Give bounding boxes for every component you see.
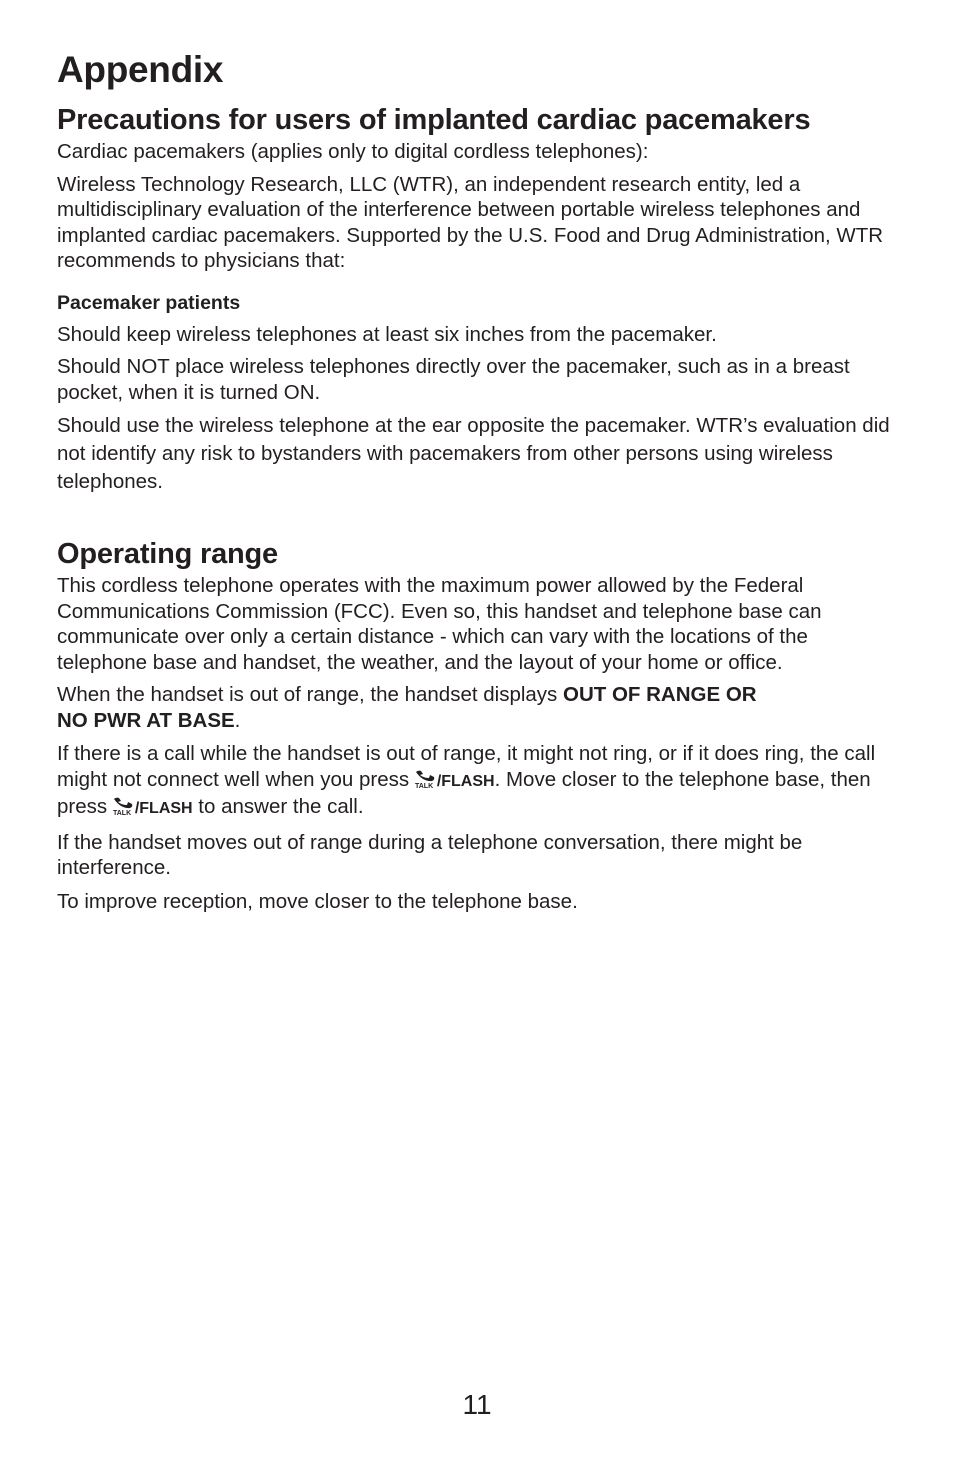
pacemaker-item-1: Should keep wireless telephones at least six inches from the pacemaker.	[57, 322, 717, 346]
range-p3-text-a: If there is a call while the handset is out of range, it might not ring, or if it does ring, the call might not connect well when you press	[57, 742, 876, 791]
range-p2-end: .	[234, 708, 241, 732]
flash-key-label: /FLASH	[436, 772, 495, 790]
range-p3-text-c: to answer the call.	[192, 795, 364, 818]
page-number: 11	[462, 1389, 492, 1420]
phone-handset-icon	[415, 769, 437, 789]
range-p3-text-b: . Move closer to the telephone base, then press	[57, 767, 871, 818]
pacemaker-patients-heading: Pacemaker patients	[57, 291, 241, 314]
pacemaker-heading: Precautions for users of implanted cardiac pacemakers	[57, 104, 811, 136]
phone-handset-icon	[113, 796, 135, 816]
pacemaker-item-2: Should NOT place wireless telephones directly over the pacemaker, such as in a breast pocket, when it is turned ON.	[57, 355, 850, 404]
talk-key-label: TALK	[414, 782, 433, 789]
display-message-1: OUT OF RANGE OR	[563, 683, 757, 706]
pacemaker-item-3: Should use the wireless telephone at the ear opposite the pacemaker. WTR’s evaluation did not identify any risk to bystanders with pacemakers from other persons using wireless telephones.	[57, 414, 890, 493]
range-paragraph-3	[57, 741, 902, 822]
page-title: Appendix	[57, 49, 224, 90]
talk-flash-key-2	[113, 800, 193, 817]
talk-flash-key	[415, 773, 495, 790]
range-paragraph-4: If the handset moves out of range during a telephone conversation, there might be interference.	[57, 830, 803, 879]
range-p2-text: When the handset is out of range, the handset displays	[57, 683, 563, 706]
operating-range-heading: Operating range	[57, 538, 278, 570]
page-content	[57, 46, 902, 921]
pacemaker-intro: Cardiac pacemakers (applies only to digital cordless telephones):	[57, 140, 649, 163]
range-paragraph-2	[57, 682, 902, 733]
flash-key-label-2: /FLASH	[134, 800, 193, 817]
display-message-2: NO PWR AT BASE	[57, 708, 235, 732]
wtr-paragraph: Wireless Technology Research, LLC (WTR), an independent research entity, led a multidisciplinary evaluation of the interference between portable wireless telephones and implanted cardiac pacemakers. Supported by the U.S. Food and Drug Administration, WTR recommends to physicians that:	[57, 172, 884, 272]
range-paragraph-5: To improve reception, move closer to the telephone base.	[57, 889, 578, 913]
range-paragraph-1: This cordless telephone operates with the maximum power allowed by the Federal Communications Commission (FCC). Even so, this handset and telephone base can communicate over only a certain distance - which can vary with the locations of the telephone base and handset, the weather, and the layout of your home or office.	[57, 574, 822, 674]
talk-key-label-2: TALK	[112, 810, 131, 816]
